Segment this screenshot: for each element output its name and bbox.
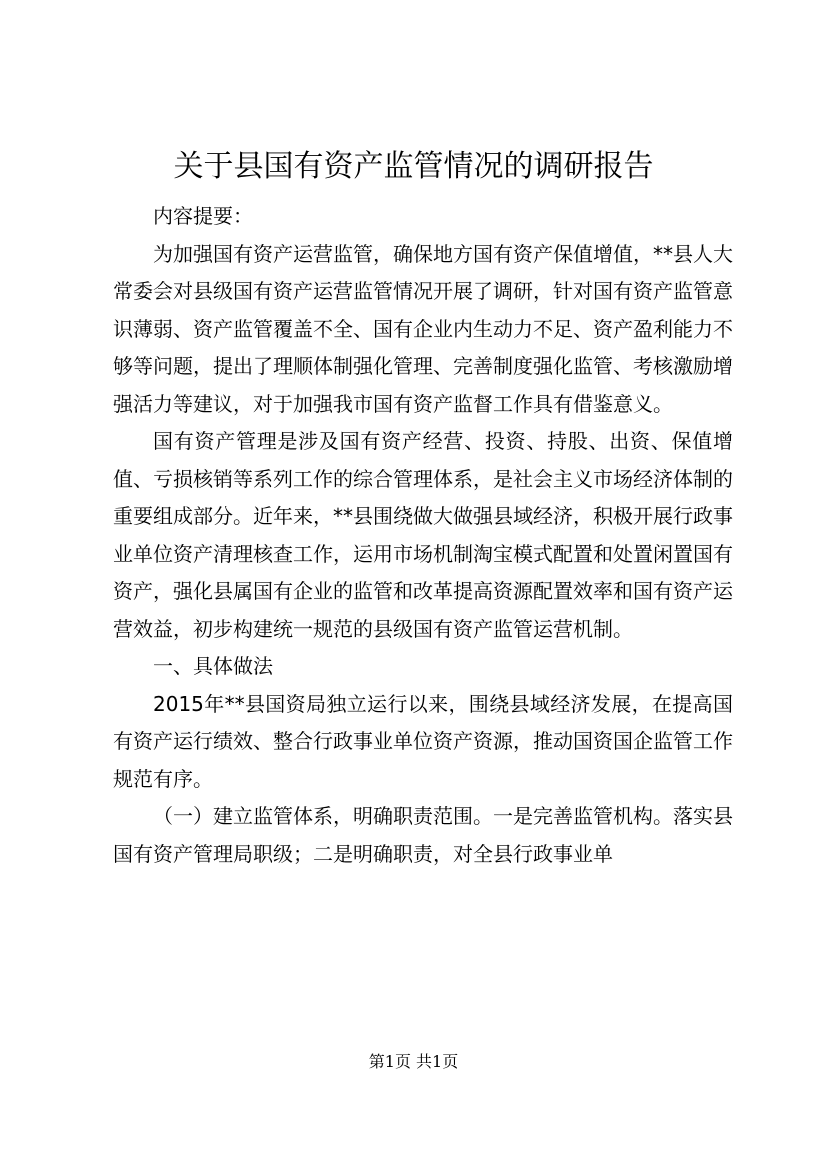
page-footer: 第1页 共1页 <box>368 1052 459 1071</box>
document-body <box>113 198 733 873</box>
section-paragraph: 2015年**县国资局独立运行以来，围绕县域经济发展，在提高国有资产运行绩效、整合行政事业单位资产资源，推动国资国企监管工作规范有序。 <box>113 691 733 791</box>
subsection-paragraph: （一）建立监管体系，明确职责范围。一是完善监管机构。落实县国有资产管理局职级；二是明确职责，对全县行政事业单 <box>113 804 733 866</box>
intro-paragraph: 国有资产管理是涉及国有资产经营、投资、持股、出资、保值增值、亏损核销等系列工作的综合管理体系，是社会主义市场经济体制的重要组成部分。近年来，**县围绕做大做强县域经济，积极开展行政事业单位资产清理核查工作，运用市场机制淘宝模式配置和处置闲置国有资产，强化县属国有企业的监管和改革提高资源配置效率和国有资产运营效益，初步构建统一规范的县级国有资产监管运营机制。 <box>113 429 733 641</box>
section-heading: 一、具体做法 <box>153 654 273 678</box>
summary-heading: 内容提要： <box>153 204 253 228</box>
document-title: 关于县国有资产监管情况的调研报告 <box>173 149 654 184</box>
summary-paragraph: 为加强国有资产运营监管，确保地方国有资产保值增值，**县人大常委会对县级国有资产运营监管情况开展了调研，针对国有资产监管意识薄弱、资产监管覆盖不全、国有企业内生动力不足、资产盈利能力不够等问题，提出了理顺体制强化管理、完善制度强化监管、考核激励增强活力等建议，对于加强我市国有资产监督工作具有借鉴意义。 <box>113 241 733 416</box>
